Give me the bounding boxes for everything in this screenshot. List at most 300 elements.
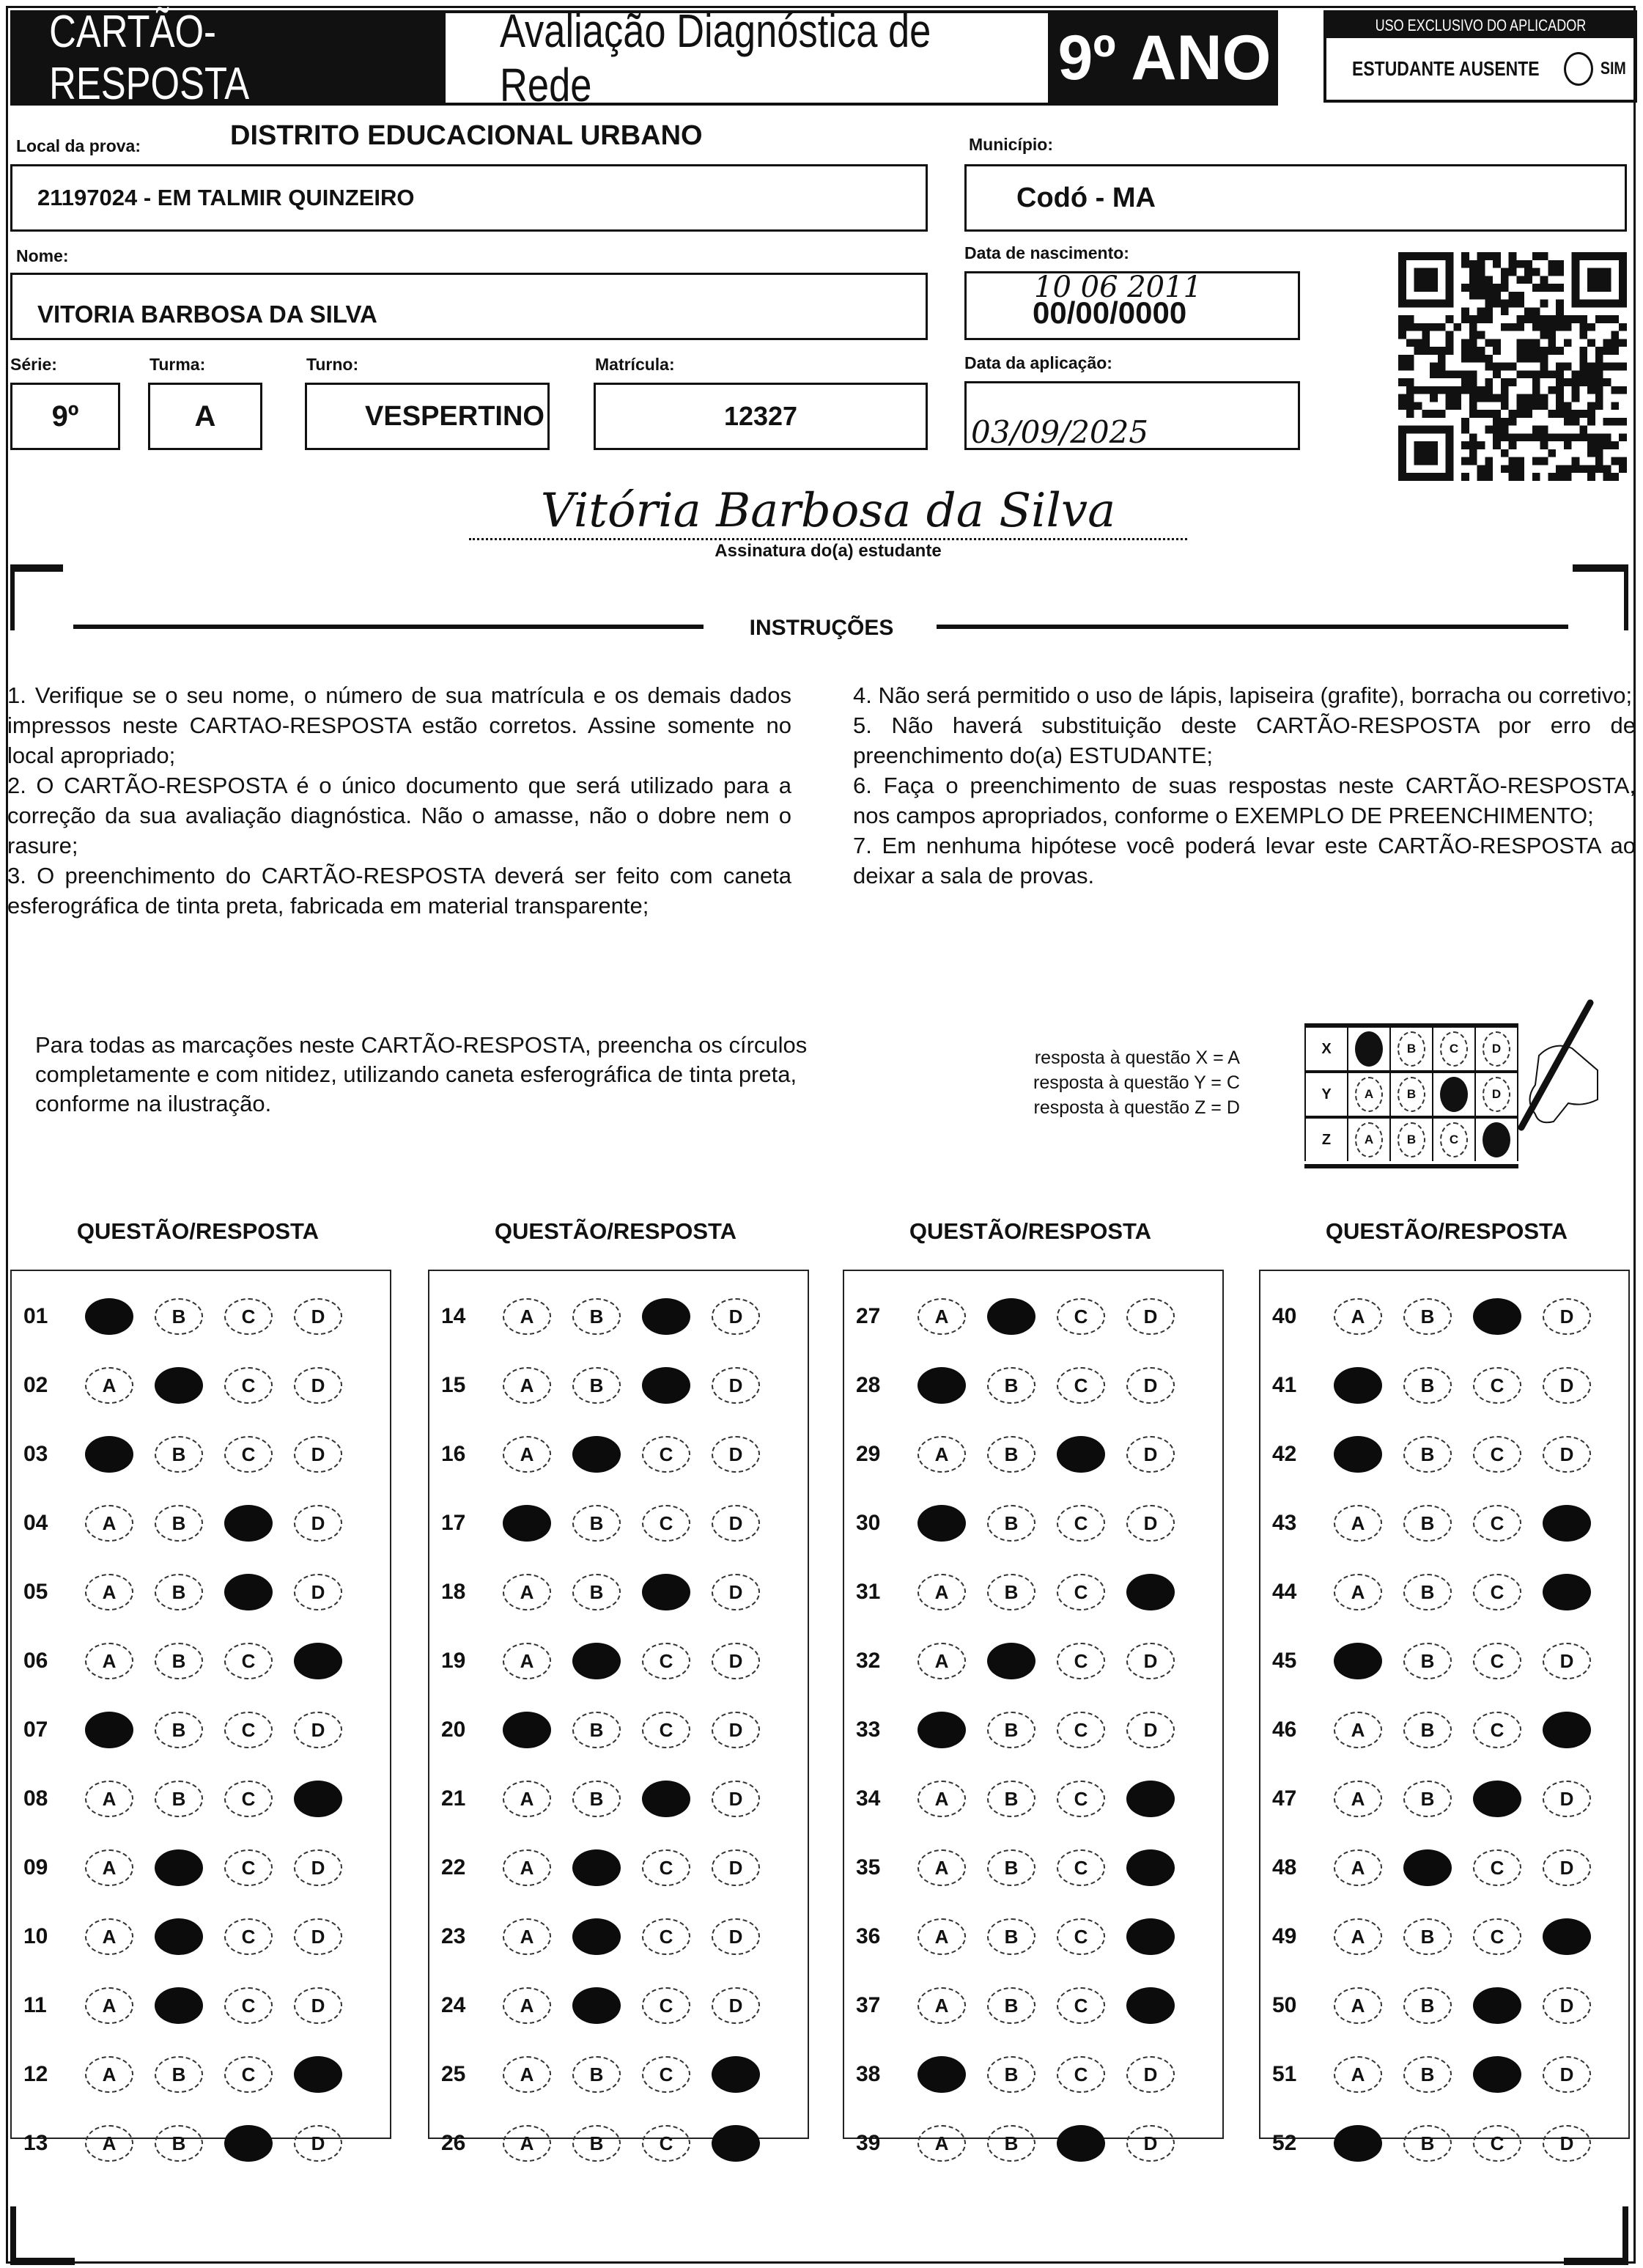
answer-bubble-c[interactable]: C: [224, 1987, 273, 2024]
answer-bubble-a[interactable]: A: [918, 2125, 966, 2162]
answer-bubble-c[interactable]: C: [642, 1436, 690, 1473]
answer-bubble-a[interactable]: A: [503, 1849, 551, 1886]
absent-option-label: SIM: [1600, 59, 1627, 78]
example-bubble: B: [1398, 1077, 1425, 1112]
question-row: [429, 2050, 808, 2099]
question-row: [1260, 1361, 1628, 1410]
answer-bubble-c[interactable]: C: [224, 1849, 273, 1886]
answer-bubble-a[interactable]: A: [918, 1436, 966, 1473]
answer-bubble-c[interactable]: [224, 2125, 273, 2162]
answer-bubble-b[interactable]: B: [987, 1574, 1035, 1610]
answer-bubble-c[interactable]: C: [642, 1849, 690, 1886]
answer-bubble-b[interactable]: [987, 1643, 1035, 1679]
answer-bubble-d[interactable]: D: [294, 2125, 342, 2162]
fill-example-legend: [1033, 1045, 1240, 1120]
answer-bubble-c[interactable]: C: [1057, 1849, 1105, 1886]
question-row: [12, 1912, 390, 1961]
answer-bubble-c[interactable]: C: [224, 1367, 273, 1404]
answer-bubble-d[interactable]: D: [712, 1298, 760, 1335]
question-number: 51: [1272, 2062, 1297, 2086]
answer-bubble-b[interactable]: B: [987, 1367, 1035, 1404]
answer-bubble-a[interactable]: A: [503, 1781, 551, 1817]
answer-bubble-a[interactable]: [918, 1505, 966, 1542]
answer-bubble-b[interactable]: B: [155, 1298, 203, 1335]
answer-bubble-c[interactable]: C: [1057, 1298, 1105, 1335]
answer-bubble-d[interactable]: [1126, 1849, 1175, 1886]
answer-bubble-a[interactable]: [85, 1436, 133, 1473]
answer-bubble-d[interactable]: [294, 2056, 342, 2093]
answer-bubble-d[interactable]: D: [1543, 1298, 1591, 1335]
question-number: 30: [856, 1511, 881, 1535]
question-row: [12, 1292, 390, 1341]
answer-bubble-d[interactable]: D: [1126, 2125, 1175, 2162]
answer-bubble-b[interactable]: B: [572, 1781, 621, 1817]
turno-field: [305, 383, 550, 450]
question-row: [844, 1292, 1222, 1341]
answer-bubble-a[interactable]: [503, 1505, 551, 1542]
answer-bubble-d[interactable]: D: [294, 1298, 342, 1335]
answer-bubble-c[interactable]: C: [642, 1918, 690, 1955]
answer-bubble-d[interactable]: D: [294, 1436, 342, 1473]
question-number: 19: [441, 1649, 466, 1673]
answer-bubble-a[interactable]: A: [503, 1367, 551, 1404]
answer-bubble-b[interactable]: B: [572, 1298, 621, 1335]
answer-bubble-b[interactable]: B: [572, 2056, 621, 2093]
answer-bubble-b[interactable]: B: [1403, 1712, 1452, 1748]
question-row: [429, 1912, 808, 1961]
question-row: [12, 2050, 390, 2099]
answer-bubble-c[interactable]: C: [1473, 1436, 1521, 1473]
answer-bubble-b[interactable]: [987, 1298, 1035, 1335]
answer-bubble-d[interactable]: [294, 1781, 342, 1817]
answer-bubble-c[interactable]: C: [642, 1643, 690, 1679]
question-row: [844, 1706, 1222, 1754]
question-row: [429, 1361, 808, 1410]
question-number: 15: [441, 1373, 466, 1397]
question-row: [1260, 1775, 1628, 1823]
answer-bubble-c[interactable]: [224, 1505, 273, 1542]
answer-bubble-a[interactable]: [1334, 1367, 1382, 1404]
answer-bubble-a[interactable]: A: [85, 1574, 133, 1610]
answer-bubble-d[interactable]: D: [712, 1367, 760, 1404]
answer-bubble-a[interactable]: A: [1334, 1987, 1382, 2024]
instruction-item: 3. O preenchimento do CARTÃO-RESPOSTA deverá ser feito com caneta esferográfica de tinta preta, fabricada em material transparente;: [7, 863, 791, 918]
answer-column-1: [10, 1270, 391, 2155]
question-row: [844, 1844, 1222, 1892]
answer-bubble-a[interactable]: A: [85, 1505, 133, 1542]
answer-bubble-c[interactable]: C: [224, 1918, 273, 1955]
example-bubble: C: [1440, 1031, 1468, 1067]
answer-bubble-d[interactable]: [1126, 1918, 1175, 1955]
question-number: 08: [23, 1786, 48, 1811]
answer-bubble-c[interactable]: C: [1057, 1574, 1105, 1610]
serie-value: 9º: [51, 400, 79, 432]
answer-bubble-c[interactable]: C: [1057, 2056, 1105, 2093]
answer-bubble-b[interactable]: B: [1403, 1918, 1452, 1955]
answer-bubble-a[interactable]: [1334, 2125, 1382, 2162]
answer-bubble-d[interactable]: [1126, 1781, 1175, 1817]
answer-bubble-b[interactable]: B: [1403, 1367, 1452, 1404]
answer-bubble-d[interactable]: D: [294, 1918, 342, 1955]
answer-bubble-d[interactable]: D: [1126, 1298, 1175, 1335]
school-value: 21197024 - EM TALMIR QUINZEIRO: [37, 185, 415, 210]
answer-bubble-a[interactable]: A: [918, 1849, 966, 1886]
fill-example-grid: [1304, 1023, 1518, 1168]
answer-bubble-d[interactable]: [1126, 1987, 1175, 2024]
question-number: 41: [1272, 1373, 1297, 1397]
answer-bubble-d[interactable]: D: [712, 1712, 760, 1748]
answer-bubble-d[interactable]: D: [712, 1643, 760, 1679]
answer-bubble-a[interactable]: A: [918, 1298, 966, 1335]
answer-bubble-a[interactable]: A: [503, 1436, 551, 1473]
answer-bubble-d[interactable]: [1543, 1918, 1591, 1955]
answer-bubble-d[interactable]: D: [1126, 1505, 1175, 1542]
question-number: 13: [23, 2131, 48, 2155]
answer-bubble-c[interactable]: C: [1057, 1712, 1105, 1748]
answer-bubble-d[interactable]: D: [1126, 1712, 1175, 1748]
answer-bubble-c[interactable]: C: [224, 1712, 273, 1748]
answer-bubble-a[interactable]: A: [1334, 1505, 1382, 1542]
question-number: 12: [23, 2062, 48, 2086]
answer-bubble-d[interactable]: D: [1543, 1367, 1591, 1404]
answer-bubble-b[interactable]: [155, 1918, 203, 1955]
answer-column-3: [843, 1270, 1224, 2155]
column-heading: QUESTÃO/RESPOSTA: [76, 1218, 320, 1244]
answer-bubble-a[interactable]: A: [503, 1987, 551, 2024]
answer-bubble-a[interactable]: A: [503, 1298, 551, 1335]
answer-bubble-b[interactable]: B: [987, 1712, 1035, 1748]
question-number: 06: [23, 1649, 48, 1673]
answer-bubble-b[interactable]: B: [572, 1574, 621, 1610]
answer-bubble-c[interactable]: [642, 1298, 690, 1335]
answer-bubble-d[interactable]: D: [1543, 1436, 1591, 1473]
answer-bubble-c[interactable]: [1473, 1298, 1521, 1335]
answer-bubble-a[interactable]: [85, 1298, 133, 1335]
example-bubble: A: [1355, 1077, 1383, 1112]
turma-value: A: [194, 400, 216, 432]
question-number: 20: [441, 1717, 466, 1742]
answer-bubble-c[interactable]: C: [642, 1712, 690, 1748]
answer-bubble-c[interactable]: [642, 1574, 690, 1610]
answer-bubble-a[interactable]: [918, 2056, 966, 2093]
turma-label: Turma:: [149, 355, 206, 374]
answer-bubble-d[interactable]: D: [1126, 2056, 1175, 2093]
answer-bubble-b[interactable]: B: [572, 1712, 621, 1748]
answer-bubble-d[interactable]: [1543, 1712, 1591, 1748]
corner-mark-bottom-right: [1564, 2206, 1628, 2265]
answer-bubble-c[interactable]: C: [642, 1505, 690, 1542]
answer-bubble-a[interactable]: A: [85, 1918, 133, 1955]
answer-bubble-c[interactable]: C: [1473, 1574, 1521, 1610]
answer-bubble-b[interactable]: B: [1403, 1643, 1452, 1679]
turno-label: Turno:: [306, 355, 359, 374]
answer-bubble-b[interactable]: B: [572, 1367, 621, 1404]
aplicacao-handwritten: 03/09/2025: [971, 414, 1149, 450]
question-row: [12, 1981, 390, 2030]
answer-bubble-a[interactable]: A: [85, 1367, 133, 1404]
answer-bubble-a[interactable]: A: [1334, 1781, 1382, 1817]
answer-bubble-a[interactable]: A: [85, 2056, 133, 2093]
answer-bubble-d[interactable]: [712, 2056, 760, 2093]
answer-bubble-c[interactable]: C: [224, 1781, 273, 1817]
example-bubble: [1440, 1077, 1468, 1112]
question-number: 28: [856, 1373, 881, 1397]
answer-bubble-a[interactable]: A: [1334, 1574, 1382, 1610]
answer-bubble-d[interactable]: D: [294, 1712, 342, 1748]
answer-bubble-a[interactable]: A: [918, 1643, 966, 1679]
answer-bubble-a[interactable]: A: [918, 1574, 966, 1610]
answer-bubble-b[interactable]: [572, 1643, 621, 1679]
answer-bubble-c[interactable]: [642, 1367, 690, 1404]
answer-bubble-b[interactable]: B: [155, 2056, 203, 2093]
question-number: 50: [1272, 1993, 1297, 2017]
answer-bubble-d[interactable]: D: [1126, 1436, 1175, 1473]
question-number: 34: [856, 1786, 881, 1811]
answer-bubble-b[interactable]: B: [155, 1643, 203, 1679]
answer-bubble-b[interactable]: B: [572, 1505, 621, 1542]
answer-bubble-b[interactable]: B: [155, 2125, 203, 2162]
answer-bubble-c[interactable]: C: [1473, 2125, 1521, 2162]
answer-bubble-b[interactable]: B: [1403, 2125, 1452, 2162]
answer-bubble-b[interactable]: B: [987, 1918, 1035, 1955]
qr-code-icon: [1398, 252, 1627, 481]
answer-bubble-c[interactable]: C: [642, 2125, 690, 2162]
question-number: 40: [1272, 1304, 1297, 1328]
answer-bubble-b[interactable]: [155, 1987, 203, 2024]
answer-bubble-a[interactable]: A: [1334, 2056, 1382, 2093]
aplicacao-field: [964, 381, 1300, 450]
answer-bubble-c[interactable]: C: [1057, 1367, 1105, 1404]
answer-bubble-d[interactable]: D: [712, 1436, 760, 1473]
example-row: [1304, 1073, 1518, 1119]
example-bubble: C: [1440, 1122, 1468, 1157]
answer-bubble-d[interactable]: D: [1543, 1987, 1591, 2024]
example-bubble: [1355, 1031, 1383, 1067]
answer-bubble-a[interactable]: [503, 1712, 551, 1748]
answer-bubble-d[interactable]: D: [712, 1574, 760, 1610]
answer-bubble-d[interactable]: D: [1543, 1781, 1591, 1817]
turno-value: VESPERTINO: [365, 400, 544, 432]
answer-bubble-d[interactable]: [712, 2125, 760, 2162]
question-row: [844, 1499, 1222, 1547]
answer-bubble-b[interactable]: B: [572, 2125, 621, 2162]
answer-bubble-c[interactable]: C: [1473, 1505, 1521, 1542]
answer-bubble-b[interactable]: [572, 1849, 621, 1886]
answer-bubble-b[interactable]: [155, 1849, 203, 1886]
question-row: [429, 1568, 808, 1616]
answer-bubble-a[interactable]: A: [85, 1849, 133, 1886]
answer-bubble-d[interactable]: D: [1126, 1643, 1175, 1679]
answer-bubble-b[interactable]: B: [1403, 1987, 1452, 2024]
instruction-item: 1. Verifique se o seu nome, o número de sua matrícula e os demais dados impressos neste CARTAO-RESPOSTA estão corretos. Assine somente no local apropriado;: [7, 682, 791, 768]
answer-bubble-b[interactable]: B: [155, 1574, 203, 1610]
answer-bubble-a[interactable]: [1334, 1643, 1382, 1679]
hand-pen-icon: [1495, 997, 1605, 1144]
question-number: 02: [23, 1373, 48, 1397]
absent-radio[interactable]: [1564, 52, 1593, 86]
answer-bubble-b[interactable]: [572, 1918, 621, 1955]
instructions-right: [853, 680, 1636, 891]
answer-bubble-c[interactable]: C: [1057, 1918, 1105, 1955]
answer-bubble-d[interactable]: [294, 1643, 342, 1679]
answer-bubble-a[interactable]: A: [1334, 1918, 1382, 1955]
answer-bubble-c[interactable]: [1057, 1436, 1105, 1473]
nascimento-label: Data de nascimento:: [964, 243, 1129, 262]
question-row: [1260, 1706, 1628, 1754]
answer-bubble-b[interactable]: B: [1403, 1574, 1452, 1610]
answer-bubble-d[interactable]: D: [1543, 2056, 1591, 2093]
answer-bubble-c[interactable]: C: [224, 2056, 273, 2093]
answer-bubble-d[interactable]: D: [712, 1849, 760, 1886]
question-row: [844, 1981, 1222, 2030]
answer-bubble-b[interactable]: B: [155, 1505, 203, 1542]
example-cell: [1432, 1073, 1474, 1116]
answer-bubble-b[interactable]: B: [155, 1436, 203, 1473]
answer-bubble-a[interactable]: A: [85, 1643, 133, 1679]
district-name: DISTRITO EDUCACIONAL URBANO: [230, 120, 703, 151]
answer-bubble-b[interactable]: B: [1403, 1436, 1452, 1473]
assessment-title-text: Avaliação Diagnóstica de Rede: [499, 4, 931, 111]
question-row: [1260, 1844, 1628, 1892]
answer-bubble-c[interactable]: C: [642, 1987, 690, 2024]
municipio-field: [964, 164, 1627, 232]
answer-bubble-d[interactable]: D: [1543, 1849, 1591, 1886]
question-number: 48: [1272, 1855, 1297, 1879]
instruction-item: 7. Em nenhuma hipótese você poderá levar este CARTÃO-RESPOSTA ao deixar a sala de provas.: [853, 833, 1636, 888]
answer-bubble-c[interactable]: C: [1057, 1987, 1105, 2024]
question-number: 11: [23, 1993, 47, 2017]
answer-bubble-a[interactable]: A: [503, 1918, 551, 1955]
answer-bubble-b[interactable]: B: [1403, 1298, 1452, 1335]
answer-bubble-b[interactable]: B: [1403, 2056, 1452, 2093]
answer-bubble-b[interactable]: B: [155, 1712, 203, 1748]
answer-bubble-b[interactable]: B: [987, 1505, 1035, 1542]
answer-bubble-c[interactable]: C: [1057, 1505, 1105, 1542]
question-number: 18: [441, 1580, 466, 1604]
answer-bubble-b[interactable]: B: [987, 1781, 1035, 1817]
question-row: [844, 2050, 1222, 2099]
answer-bubble-b[interactable]: B: [155, 1781, 203, 1817]
answer-bubble-a[interactable]: A: [918, 1781, 966, 1817]
question-number: 32: [856, 1649, 881, 1673]
answer-bubble-d[interactable]: [1543, 1505, 1591, 1542]
answer-bubble-b[interactable]: [572, 1436, 621, 1473]
answer-bubble-d[interactable]: D: [712, 1918, 760, 1955]
question-number: 17: [441, 1511, 466, 1535]
assessment-title: [443, 4, 1051, 111]
nascimento-handwritten: 10 06 2011: [1034, 270, 1203, 304]
answer-bubble-d[interactable]: D: [712, 1781, 760, 1817]
answer-bubble-c[interactable]: C: [642, 2056, 690, 2093]
answer-bubble-b[interactable]: [572, 1987, 621, 2024]
grade-badge: 9º ANO: [1051, 10, 1278, 106]
answer-bubble-c[interactable]: [1057, 2125, 1105, 2162]
answer-bubble-b[interactable]: B: [987, 1436, 1035, 1473]
answer-bubble-c[interactable]: C: [224, 1643, 273, 1679]
answer-bubble-d[interactable]: D: [294, 1849, 342, 1886]
answer-bubble-d[interactable]: D: [294, 1574, 342, 1610]
answer-bubble-c[interactable]: [1473, 1781, 1521, 1817]
answer-bubble-b[interactable]: B: [987, 2125, 1035, 2162]
question-row: [1260, 1499, 1628, 1547]
question-row: [1260, 1912, 1628, 1961]
answer-bubble-b[interactable]: B: [1403, 1505, 1452, 1542]
answer-bubble-c[interactable]: C: [1473, 1643, 1521, 1679]
answer-bubble-b[interactable]: B: [987, 1987, 1035, 2024]
answer-bubble-a[interactable]: [85, 1712, 133, 1748]
answer-bubble-c[interactable]: [642, 1781, 690, 1817]
answer-bubble-a[interactable]: A: [1334, 1849, 1382, 1886]
answer-bubble-a[interactable]: [918, 1367, 966, 1404]
answer-bubble-c[interactable]: C: [1057, 1643, 1105, 1679]
answer-bubble-a[interactable]: [918, 1712, 966, 1748]
answer-bubble-a[interactable]: A: [1334, 1712, 1382, 1748]
answer-bubble-d[interactable]: D: [1126, 1367, 1175, 1404]
answer-bubble-c[interactable]: C: [1473, 1367, 1521, 1404]
answer-bubble-a[interactable]: A: [85, 1781, 133, 1817]
nome-field: [10, 273, 928, 340]
answer-bubble-a[interactable]: A: [85, 1987, 133, 2024]
applicator-heading-text: USO EXCLUSIVO DO APLICADOR: [1375, 16, 1586, 34]
nome-label: Nome:: [16, 246, 69, 265]
answer-bubble-d[interactable]: D: [294, 1367, 342, 1404]
answer-bubble-b[interactable]: B: [987, 2056, 1035, 2093]
question-number: 31: [856, 1580, 881, 1604]
question-row: [429, 1844, 808, 1892]
answer-bubble-c[interactable]: C: [1473, 1918, 1521, 1955]
answer-bubble-d[interactable]: D: [1543, 1643, 1591, 1679]
answer-bubble-d[interactable]: D: [294, 1505, 342, 1542]
answer-bubble-d[interactable]: D: [712, 1987, 760, 2024]
answer-bubble-c[interactable]: [224, 1574, 273, 1610]
answer-bubble-a[interactable]: A: [1334, 1298, 1382, 1335]
answer-bubble-c[interactable]: [1473, 1987, 1521, 2024]
answer-bubble-c[interactable]: C: [224, 1298, 273, 1335]
answer-bubble-b[interactable]: B: [987, 1849, 1035, 1886]
answer-bubble-a[interactable]: [1334, 1436, 1382, 1473]
question-number: 05: [23, 1580, 48, 1604]
answer-bubble-b[interactable]: [155, 1367, 203, 1404]
question-row: [12, 2119, 390, 2168]
answer-bubble-a[interactable]: A: [85, 2125, 133, 2162]
question-row: [844, 2119, 1222, 2168]
answer-bubble-c[interactable]: C: [1473, 1849, 1521, 1886]
question-number: 03: [23, 1442, 48, 1466]
example-cell: [1389, 1119, 1432, 1161]
answer-bubble-a[interactable]: A: [503, 1643, 551, 1679]
answer-bubble-b[interactable]: [1403, 1849, 1452, 1886]
question-number: 49: [1272, 1924, 1297, 1948]
answer-bubble-c[interactable]: [1473, 2056, 1521, 2093]
answer-bubble-a[interactable]: A: [918, 1918, 966, 1955]
answer-bubble-a[interactable]: A: [503, 1574, 551, 1610]
answer-bubble-d[interactable]: [1543, 1574, 1591, 1610]
answer-bubble-c[interactable]: C: [1473, 1712, 1521, 1748]
question-number: 10: [23, 1924, 48, 1948]
example-cell: [1432, 1119, 1474, 1161]
answer-bubble-d[interactable]: D: [1543, 2125, 1591, 2162]
answer-bubble-d[interactable]: D: [294, 1987, 342, 2024]
answer-bubble-a[interactable]: A: [918, 1987, 966, 2024]
answer-bubble-a[interactable]: A: [503, 2125, 551, 2162]
instructions-divider-right: [937, 625, 1568, 629]
answer-bubble-d[interactable]: D: [712, 1505, 760, 1542]
answer-bubble-c[interactable]: C: [224, 1436, 273, 1473]
answer-bubble-d[interactable]: [1126, 1574, 1175, 1610]
answer-bubble-c[interactable]: C: [1057, 1781, 1105, 1817]
answer-bubble-a[interactable]: A: [503, 2056, 551, 2093]
answer-bubble-b[interactable]: B: [1403, 1781, 1452, 1817]
